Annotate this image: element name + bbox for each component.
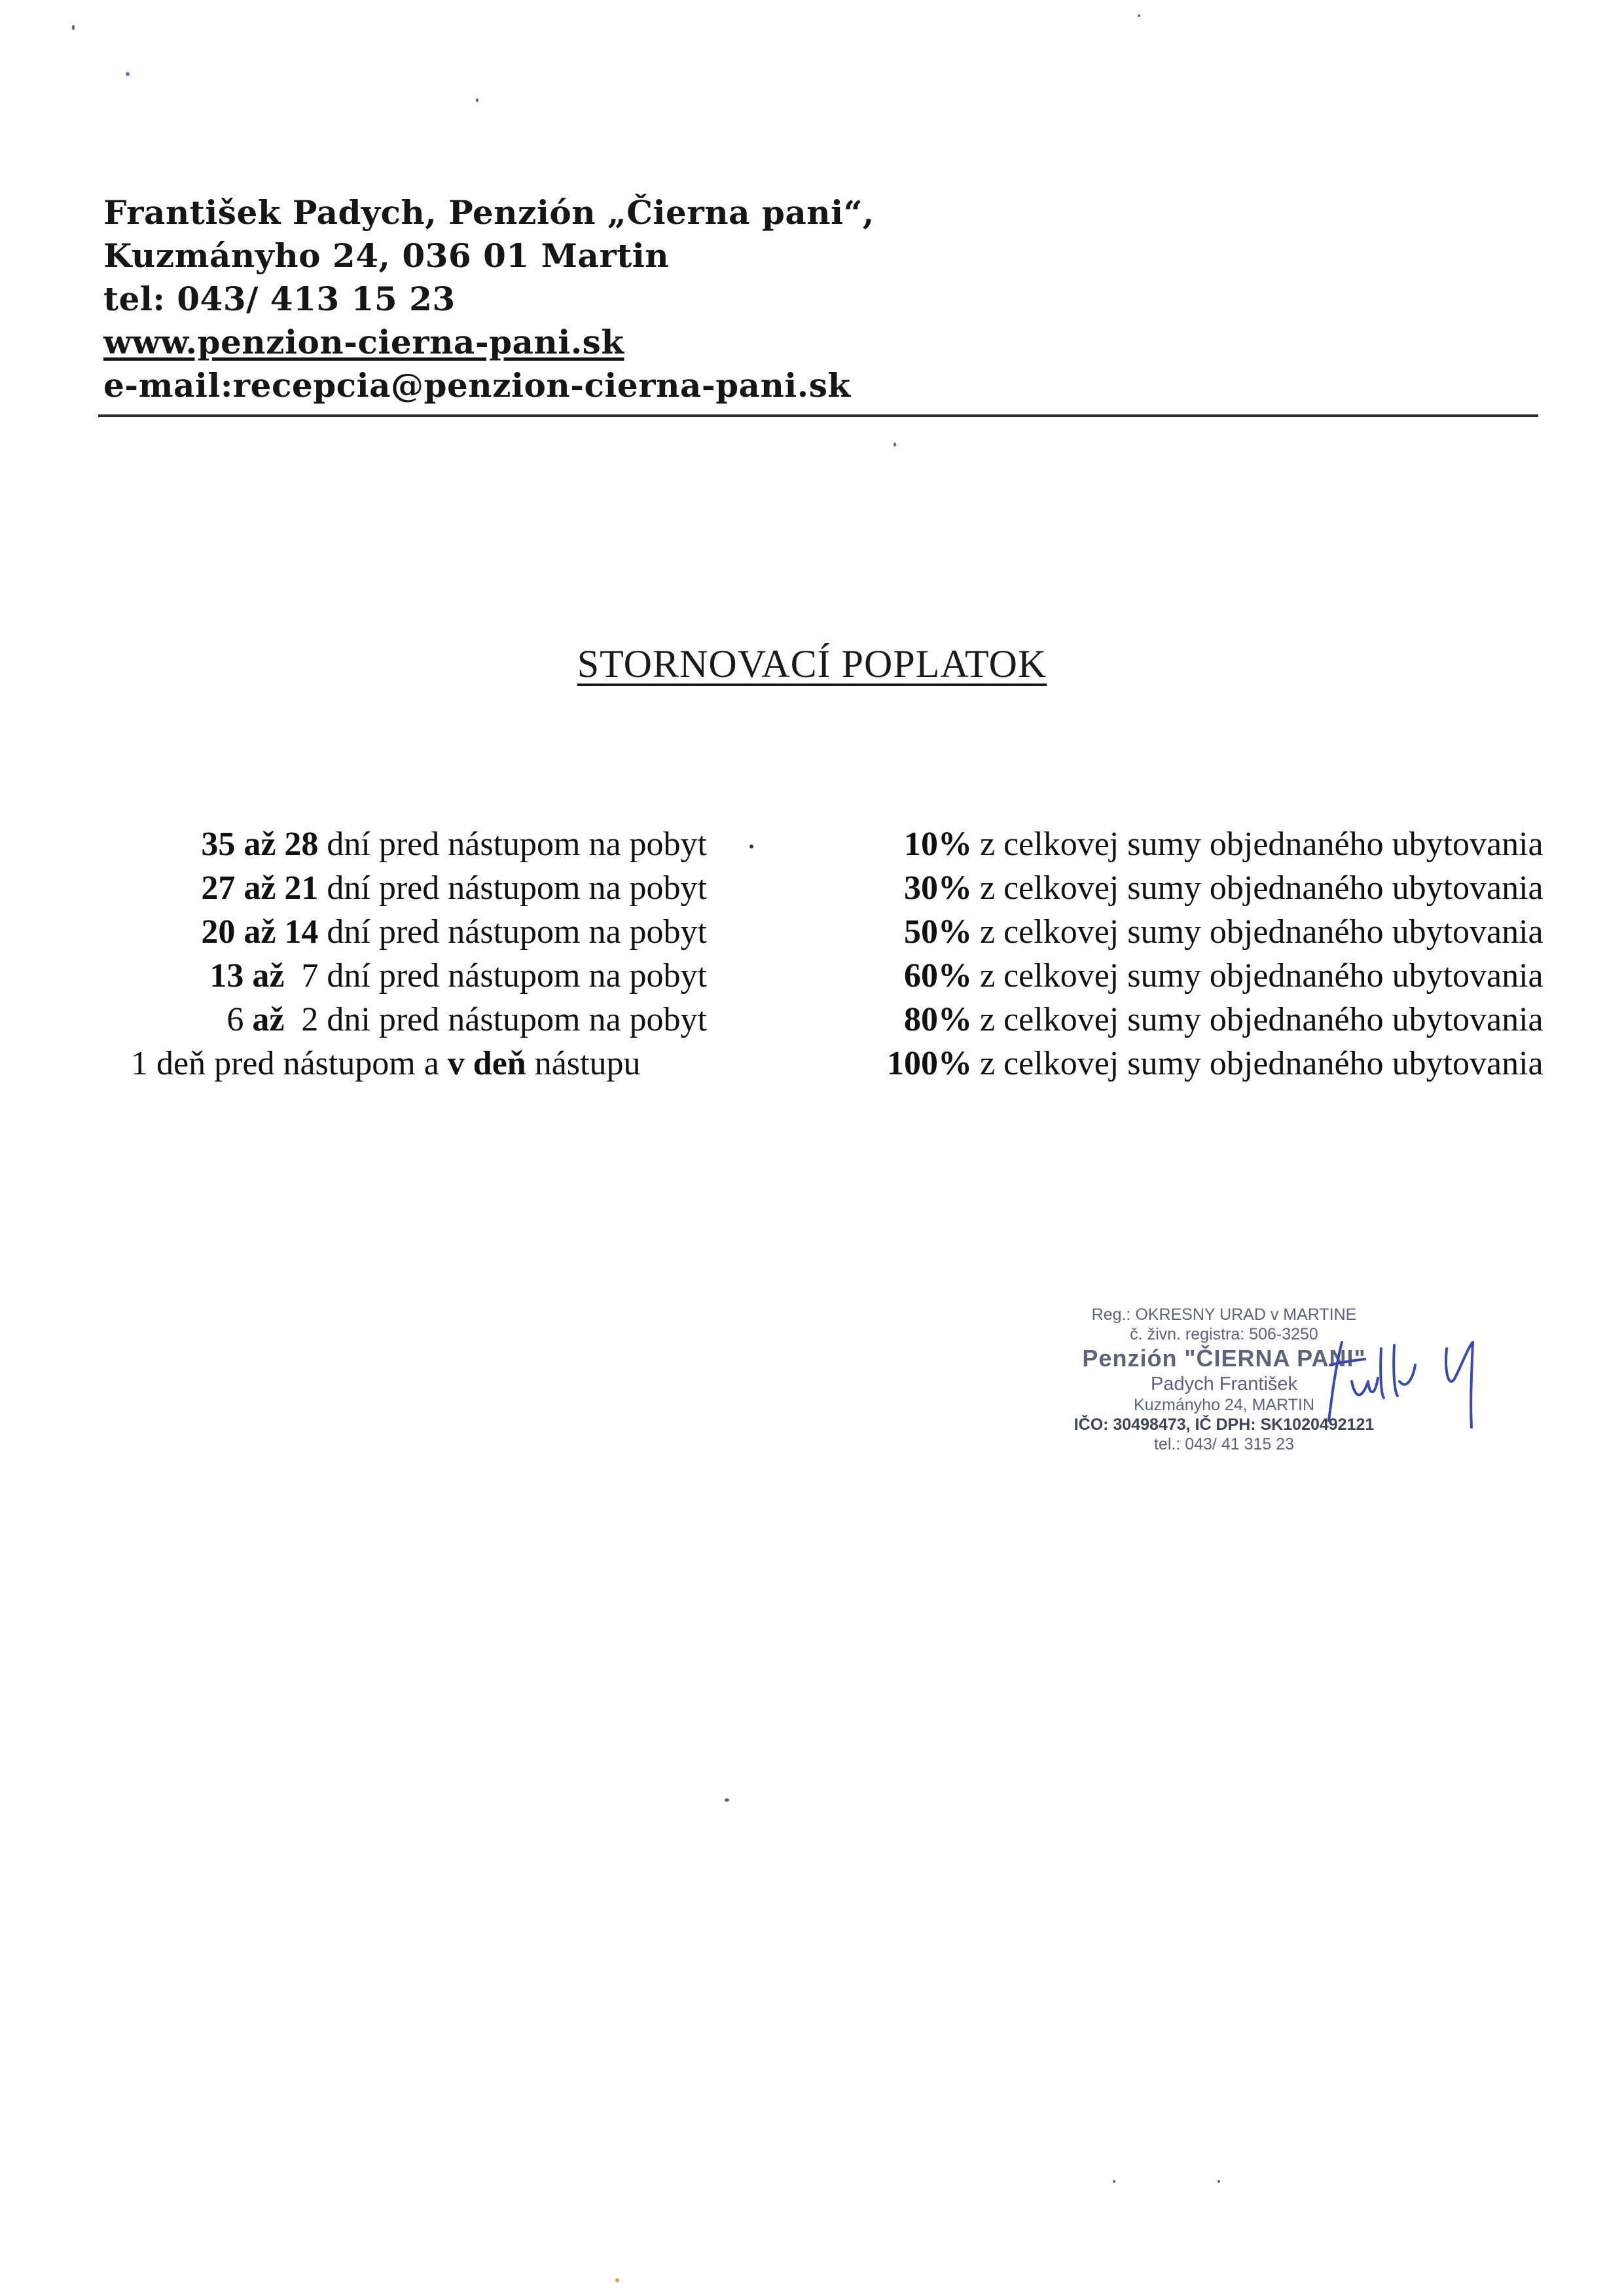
fee-to: 7 (301, 957, 319, 994)
fee-description: z celkovej sumy objednaného ubytovania (980, 826, 1543, 863)
fee-from: 27 (201, 869, 236, 907)
stamp-ids: IČO: 30498473, IČ DPH: SK1020492121 (1074, 1415, 1375, 1434)
fee-sep: až (252, 957, 285, 994)
fee-percentage (799, 866, 1543, 910)
fee-percent-value: 10% (904, 826, 972, 863)
fee-period (85, 866, 707, 910)
letterhead-website: www.penzion-cierna-pani.sk (103, 323, 624, 361)
letterhead-address: Kuzmányho 24, 036 01 Martin (103, 236, 670, 275)
fee-period (131, 1042, 753, 1085)
scan-speck (72, 25, 75, 30)
fee-percent-value: 50% (904, 913, 972, 951)
fee-percentage (799, 1042, 1543, 1085)
fee-period (85, 822, 707, 866)
stamp-owner: Padych František (1150, 1374, 1298, 1394)
fee-from: 6 (226, 1001, 244, 1038)
fee-percent-value: 60% (904, 957, 972, 994)
fee-row (85, 866, 1558, 910)
letterhead-phone: tel: 043/ 413 15 23 (103, 280, 456, 318)
fee-period-text: dní pred nástupom na pobyt (327, 957, 707, 994)
scan-speck (476, 98, 478, 102)
letterhead-name: František Padych, Penzión „Čierna pani“, (103, 193, 875, 232)
stamp-address: Kuzmányho 24, MARTIN (1133, 1396, 1315, 1414)
fee-percent-value: 80% (904, 1001, 972, 1038)
fee-sep: až (244, 826, 276, 863)
fee-from: 1 (131, 1045, 148, 1082)
fee-row (85, 822, 1558, 866)
scan-speck (1138, 14, 1140, 17)
fee-period-text: dni pred nástupom na pobyt (327, 1001, 707, 1038)
fee-description: z celkovej sumy objednaného ubytovania (980, 1001, 1543, 1038)
fee-percent-value: 30% (904, 869, 972, 907)
fee-percent-value: 100% (887, 1045, 972, 1082)
scan-speck (615, 2278, 619, 2282)
fee-from: 35 (201, 826, 236, 863)
fee-period-text: deň pred nástupom a (156, 1045, 439, 1082)
fee-row (85, 910, 1558, 954)
fee-to: 2 (301, 1001, 319, 1038)
fee-description: z celkovej sumy objednaného ubytovania (980, 1045, 1543, 1082)
letterhead (103, 191, 875, 407)
scan-speck (893, 443, 896, 446)
document-title: STORNOVACÍ POPLATOK (577, 642, 1047, 685)
fee-row (85, 954, 1558, 998)
fee-period-bold-den: deň (473, 1045, 526, 1082)
fee-period-text: dní pred nástupom na pobyt (327, 913, 707, 951)
scan-speck (725, 1798, 729, 1802)
scan-speck (1218, 2180, 1220, 2183)
fee-period (85, 998, 707, 1042)
fee-row (85, 1042, 1558, 1085)
handwritten-signature (1316, 1336, 1486, 1434)
stray-dot (749, 845, 753, 848)
fee-sep: až (252, 1001, 285, 1038)
fee-percentage (799, 998, 1543, 1042)
fee-period (85, 910, 707, 954)
cancellation-fee-table (85, 822, 1558, 1085)
fee-period-bold-v: v (447, 1045, 465, 1082)
fee-period-text: dní pred nástupom na pobyt (327, 826, 707, 863)
fee-period-text-end: nástupu (534, 1045, 641, 1082)
fee-from: 20 (201, 913, 236, 951)
stamp-phone: tel.: 043/ 41 315 23 (1153, 1435, 1295, 1453)
fee-row (85, 998, 1558, 1042)
fee-to: 14 (284, 913, 319, 951)
letterhead-divider (98, 414, 1538, 417)
fee-sep: až (244, 869, 276, 907)
fee-to: 21 (284, 869, 319, 907)
fee-description: z celkovej sumy objednaného ubytovania (980, 869, 1543, 907)
fee-period (85, 954, 707, 998)
fee-description: z celkovej sumy objednaného ubytovania (980, 957, 1543, 994)
fee-to: 28 (284, 826, 319, 863)
fee-sep: až (244, 913, 276, 951)
scan-speck (126, 72, 130, 76)
fee-percentage (799, 954, 1543, 998)
stamp-registration: Reg.: OKRESNY URAD v MARTINE (1091, 1305, 1357, 1324)
fee-from: 13 (209, 957, 244, 994)
fee-percentage (799, 910, 1543, 954)
fee-period-text: dní pred nástupom na pobyt (327, 869, 707, 907)
letterhead-email: e-mail:recepcia@penzion-cierna-pani.sk (103, 366, 851, 405)
fee-description: z celkovej sumy objednaného ubytovania (980, 913, 1543, 951)
scan-speck (1113, 2180, 1115, 2183)
stamp-trade-register: č. živn. registra: 506-3250 (1130, 1325, 1318, 1343)
stamp-company-name: Penzión "ČIERNA PANI" (1082, 1345, 1366, 1372)
fee-percentage (799, 822, 1543, 866)
